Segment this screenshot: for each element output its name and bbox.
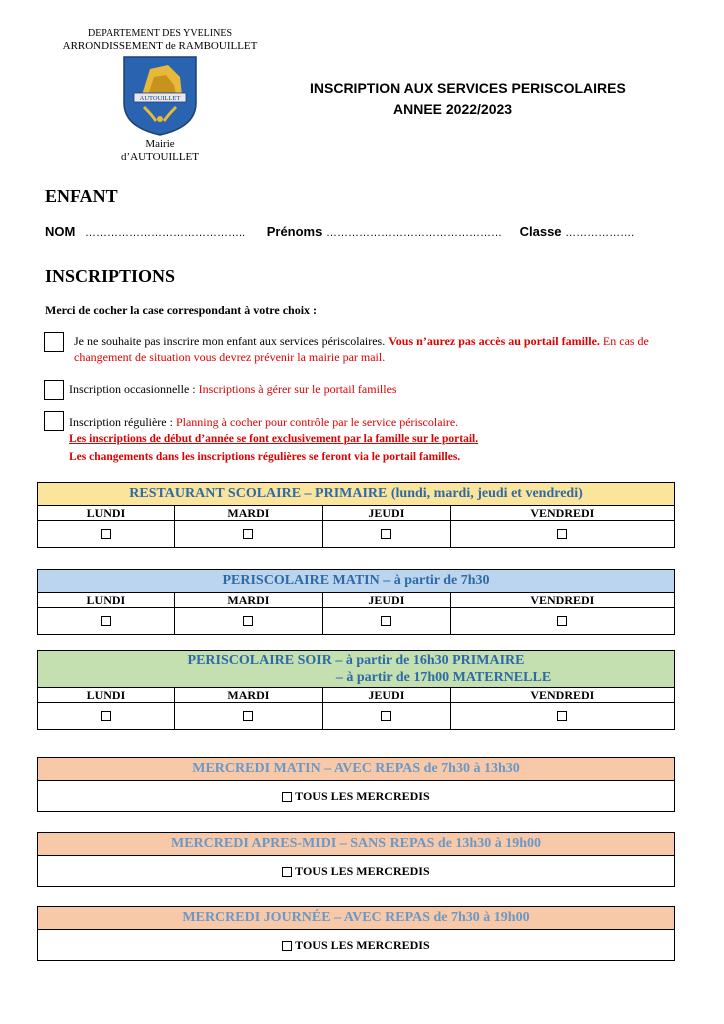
table-title-line2: – à partir de 17h00 MATERNELLE	[335, 670, 552, 685]
day-checkbox[interactable]	[381, 711, 391, 721]
day-header: VENDREDI	[450, 593, 674, 608]
instruction-text: Merci de cocher la case correspondant à votre choix :	[45, 303, 318, 317]
day-checkbox[interactable]	[557, 711, 567, 721]
enfant-fields	[45, 224, 634, 239]
note-portail: Les inscriptions de début d’année se font exclusivement par la famille sur le portail.	[69, 433, 479, 445]
nom-field[interactable]: ……………………………………..	[84, 227, 246, 239]
restaurant-scolaire-table	[37, 482, 675, 548]
option-reguliere-checkbox[interactable]	[44, 411, 64, 431]
mairie-label: Mairie	[145, 138, 175, 150]
option-no-inscription-checkbox[interactable]	[44, 332, 64, 352]
day-header: MARDI	[174, 688, 322, 703]
day-checkbox[interactable]	[243, 711, 253, 721]
day-checkbox[interactable]	[101, 616, 111, 626]
page-title: INSCRIPTION AUX SERVICES PERISCOLAIRES	[310, 80, 626, 96]
prenoms-label: Prénoms	[266, 224, 323, 239]
mercredi-apres-midi-checkbox[interactable]	[282, 867, 292, 877]
day-header: JEUDI	[323, 506, 451, 521]
option-no-inscription-text: Je ne souhaite pas inscrire mon enfant aux services périscolaires. Vous n’aurez pas accès au portail famille. En cas de changement de situation vous devrez prévenir la mairie par mail.	[74, 334, 649, 364]
day-header: MARDI	[174, 593, 322, 608]
option-label: TOUS LES MERCREDIS	[295, 864, 430, 878]
option-occasionnelle-checkbox[interactable]	[44, 380, 64, 400]
mercredi-journee-table	[37, 906, 675, 961]
table-title: MERCREDI JOURNÉE – AVEC REPAS de 7h30 à 19h00	[38, 907, 674, 930]
day-checkbox[interactable]	[101, 711, 111, 721]
prenoms-field[interactable]: …………………………………………	[325, 227, 502, 239]
day-checkbox[interactable]	[557, 529, 567, 539]
day-header: JEUDI	[323, 593, 451, 608]
inscriptions-heading: INSCRIPTIONS	[45, 266, 176, 286]
crest-logo	[120, 55, 200, 137]
table-title: MERCREDI APRES-MIDI – SANS REPAS de 13h30 à 19h00	[38, 833, 674, 856]
option-occasionnelle-text: Inscription occasionnelle : Inscriptions à gérer sur le portail familles	[69, 382, 397, 396]
day-checkbox[interactable]	[243, 529, 253, 539]
enfant-heading: ENFANT	[45, 186, 118, 206]
day-checkbox[interactable]	[243, 616, 253, 626]
day-header: LUNDI	[38, 506, 175, 521]
nom-label: NOM	[45, 224, 76, 239]
day-header: LUNDI	[38, 688, 175, 703]
day-checkbox[interactable]	[557, 616, 567, 626]
note-changements: Les changements dans les inscriptions régulières se feront via le portail familles.	[69, 451, 461, 463]
day-checkbox[interactable]	[381, 529, 391, 539]
page-subtitle: ANNEE 2022/2023	[393, 101, 513, 117]
option-label: TOUS LES MERCREDIS	[295, 938, 430, 952]
periscolaire-soir-table	[37, 650, 675, 730]
periscolaire-matin-table	[37, 569, 675, 635]
day-header: JEUDI	[323, 688, 451, 703]
mercredi-apres-midi-table	[37, 832, 675, 887]
table-title-line1: PERISCOLAIRE SOIR – à partir de 16h30 PRIMAIRE	[187, 653, 525, 668]
day-header: MARDI	[174, 506, 322, 521]
commune-label: d’AUTOUILLET	[121, 151, 199, 163]
day-header: LUNDI	[38, 593, 175, 608]
department-text: DEPARTEMENT DES YVELINES	[87, 28, 233, 39]
day-checkbox[interactable]	[101, 529, 111, 539]
table-title: MERCREDI MATIN – AVEC REPAS de 7h30 à 13h30	[38, 758, 674, 781]
svg-text:AUTOUILLET: AUTOUILLET	[139, 95, 181, 102]
mercredi-matin-checkbox[interactable]	[282, 792, 292, 802]
table-title	[38, 651, 675, 688]
day-header: VENDREDI	[450, 688, 674, 703]
day-checkbox[interactable]	[381, 616, 391, 626]
arrondissement-text: ARRONDISSEMENT de RAMBOUILLET	[62, 40, 258, 52]
mercredi-matin-table	[37, 757, 675, 812]
mercredi-journee-checkbox[interactable]	[282, 941, 292, 951]
classe-field[interactable]: ……………….	[565, 227, 635, 239]
classe-label: Classe	[519, 224, 562, 239]
table-title: PERISCOLAIRE MATIN – à partir de 7h30	[38, 570, 675, 593]
day-header: VENDREDI	[450, 506, 674, 521]
table-title: RESTAURANT SCOLAIRE – PRIMAIRE (lundi, mardi, jeudi et vendredi)	[38, 483, 675, 506]
option-label: TOUS LES MERCREDIS	[295, 789, 430, 803]
option-reguliere-text: Inscription régulière : Planning à cocher pour contrôle par le service périscolaire.	[69, 415, 459, 429]
